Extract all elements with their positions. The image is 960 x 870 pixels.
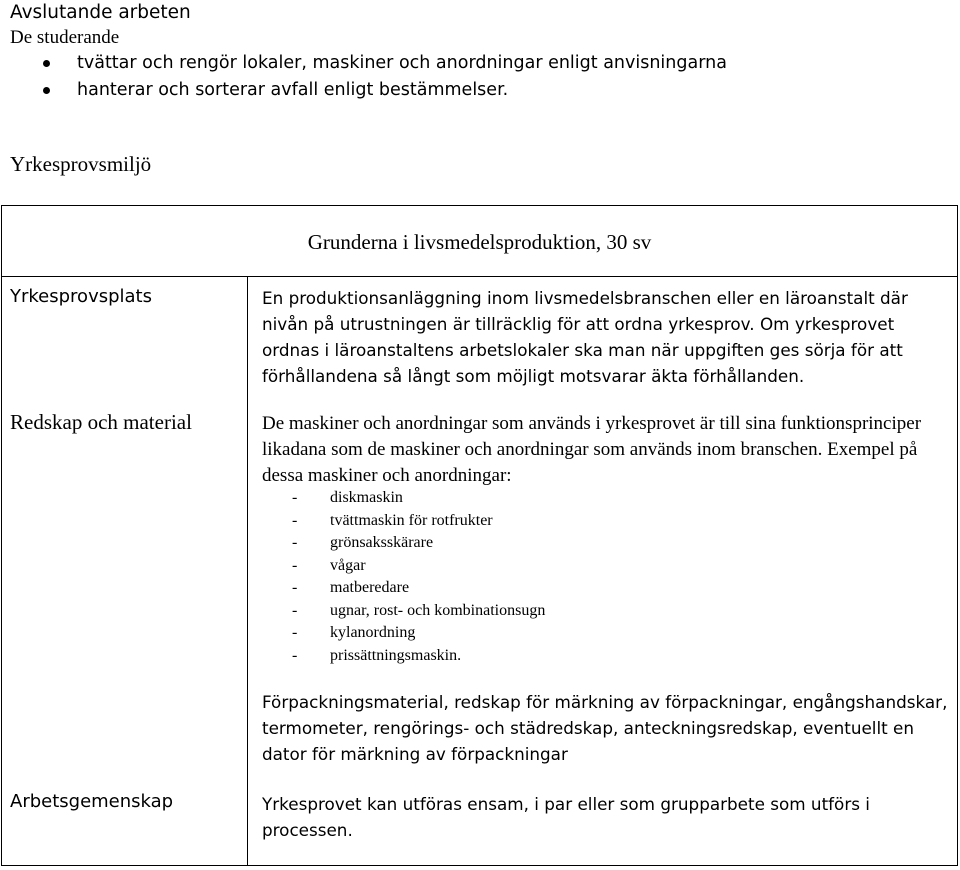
cell-redskap bbox=[262, 411, 952, 489]
environment-table bbox=[1, 205, 958, 866]
bullet-icon bbox=[43, 60, 50, 67]
list-item-text: grönsaksskärare bbox=[330, 534, 434, 551]
list-item bbox=[262, 487, 942, 510]
cell-materials: Förpackningsmaterial, redskap för märkning av förpackningar, engångshandskar, termometer, rengörings- och städredskap, anteckningsredskap, eventuellt en dator för märkning av förpackningar bbox=[262, 692, 948, 764]
list-item-text: prissättningsmaskin. bbox=[330, 646, 462, 664]
list-item-text: tvättmaskin för rotfrukter bbox=[330, 511, 493, 529]
list-item-text: kylanordning bbox=[330, 624, 416, 641]
list-item-text: ugnar, rost- och kombinationsugn bbox=[330, 601, 546, 619]
dash-marker: - bbox=[292, 489, 298, 506]
section-heading-avslutande: Avslutande arbeten bbox=[10, 2, 191, 23]
dash-marker: - bbox=[292, 579, 298, 596]
list-item bbox=[10, 77, 727, 104]
bullet-list bbox=[10, 50, 727, 104]
list-item bbox=[262, 510, 942, 533]
row-label-arbetsgemenskap: Arbetsgemenskap bbox=[10, 791, 174, 812]
bullet-icon bbox=[43, 87, 50, 94]
cell-text: Exempel på dessa maskiner och anordningar: bbox=[262, 439, 918, 486]
cell-text: Om yrkesprovet ordnas i läroanstaltens arbetslokaler ska man när uppgiften ges sörja för att förhållandena så långt som möjligt motsvarar äkta förhållanden. bbox=[262, 314, 903, 386]
row-label-redskap: Redskap och material bbox=[10, 410, 192, 434]
dash-marker: - bbox=[292, 601, 298, 619]
bullet-text: hanterar och sorterar avfall enligt bestämmelser. bbox=[77, 80, 509, 100]
table-heading: Grunderna i livsmedelsproduktion, 30 sv bbox=[307, 230, 652, 254]
bullet-text: tvättar och rengör lokaler, maskiner och anordningar enligt anvisningarna bbox=[77, 53, 727, 73]
cell-yrkesprovsplats bbox=[262, 285, 952, 389]
cell-text: En produktionsanläggning inom livsmedelsbranschen eller en läroanstalt där nivån på utrustningen är tillräcklig för att ordna yrkesprov. bbox=[262, 288, 908, 334]
section-subheading: De studerande bbox=[10, 27, 120, 48]
list-item bbox=[262, 622, 942, 645]
section-title-yrkesprovsmiljo: Yrkesprovsmiljö bbox=[10, 152, 152, 176]
dash-marker: - bbox=[292, 556, 298, 574]
dash-marker: - bbox=[292, 646, 298, 664]
table-divider bbox=[2, 276, 957, 277]
cell-arbetsgemenskap: Yrkesprovet kan utföras ensam, i par eller som grupparbete som utförs i processen. bbox=[262, 794, 870, 840]
list-item-text: diskmaskin bbox=[330, 489, 403, 506]
list-item bbox=[262, 555, 942, 578]
dash-marker: - bbox=[292, 511, 298, 529]
list-item bbox=[262, 600, 942, 623]
dash-marker: - bbox=[292, 534, 298, 551]
list-item-text: matberedare bbox=[330, 579, 410, 596]
list-item bbox=[262, 577, 942, 600]
top-section bbox=[10, 0, 727, 104]
table-column-divider bbox=[247, 276, 248, 865]
cell-text: De maskiner och anordningar som används i yrkesprovet är till sina funktionsprinciper likadana som de maskiner och anordningar som används inom branschen. bbox=[262, 413, 922, 460]
equipment-list bbox=[262, 487, 942, 667]
dash-marker: - bbox=[292, 624, 298, 641]
list-item-text: vågar bbox=[330, 556, 366, 574]
list-item bbox=[262, 645, 942, 668]
list-item bbox=[262, 532, 942, 555]
list-item bbox=[10, 50, 727, 77]
row-label-yrkesprovsplats: Yrkesprovsplats bbox=[10, 286, 152, 307]
